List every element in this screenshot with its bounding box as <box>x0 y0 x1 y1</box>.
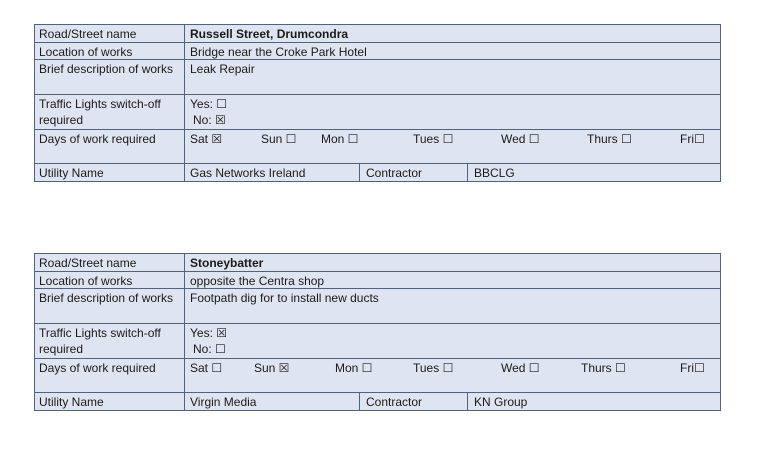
road-value: Stoneybatter <box>190 256 264 270</box>
location-value: opposite the Centra shop <box>190 274 325 288</box>
description-label: Brief description of works <box>35 289 185 323</box>
day-wed: Wed ☐ <box>501 132 540 146</box>
contractor-value: KN Group <box>474 395 528 409</box>
traffic-yes: Yes: ☐ <box>190 97 228 111</box>
day-wed: Wed ☐ <box>501 361 540 375</box>
day-sun: Sun ☐ <box>261 132 297 146</box>
day-sat: Sat ☒ <box>190 132 223 146</box>
location-label: Location of works <box>35 272 185 288</box>
road-label: Road/Street name <box>35 254 185 271</box>
traffic-value <box>185 324 720 358</box>
road-label: Road/Street name <box>35 25 185 42</box>
traffic-row <box>35 323 720 358</box>
days-label: Days of work required <box>35 130 185 163</box>
traffic-no: No: ☐ <box>193 342 226 356</box>
utility-row <box>35 163 720 181</box>
day-fri: Fri☐ <box>680 361 705 375</box>
utility-cells <box>185 393 720 410</box>
day-sat: Sat ☐ <box>190 361 223 375</box>
day-mon: Mon ☐ <box>321 132 359 146</box>
utility-value: Virgin Media <box>185 393 360 410</box>
contractor-label: Contractor <box>360 393 468 410</box>
traffic-row <box>35 94 720 129</box>
description-row <box>35 288 720 323</box>
works-table-1 <box>34 24 721 182</box>
day-fri: Fri☐ <box>680 132 705 146</box>
road-row <box>35 25 720 42</box>
traffic-yes: Yes: ☒ <box>190 326 228 340</box>
traffic-label: Traffic Lights switch-off required <box>35 324 185 358</box>
location-row <box>35 271 720 288</box>
contractor-value: BBCLG <box>474 166 515 180</box>
description-label: Brief description of works <box>35 60 185 94</box>
works-table-2 <box>34 253 721 411</box>
utility-label: Utility Name <box>35 393 185 410</box>
location-value: Bridge near the Croke Park Hotel <box>190 45 367 59</box>
contractor-label: Contractor <box>360 164 468 181</box>
day-tues: Tues ☐ <box>413 361 454 375</box>
road-row <box>35 254 720 271</box>
utility-value: Gas Networks Ireland <box>185 164 360 181</box>
description-value: Leak Repair <box>190 62 255 76</box>
traffic-label: Traffic Lights switch-off required <box>35 95 185 129</box>
utility-row <box>35 392 720 410</box>
road-value: Russell Street, Drumcondra <box>190 27 349 41</box>
location-row <box>35 42 720 59</box>
days-label: Days of work required <box>35 359 185 392</box>
day-thurs: Thurs ☐ <box>581 361 626 375</box>
traffic-no: No: ☒ <box>193 113 226 127</box>
days-row <box>35 129 720 163</box>
description-row <box>35 59 720 94</box>
days-value <box>185 359 720 392</box>
utility-label: Utility Name <box>35 164 185 181</box>
traffic-value <box>185 95 720 129</box>
description-value: Footpath dig for to install new ducts <box>190 291 379 305</box>
day-thurs: Thurs ☐ <box>587 132 632 146</box>
location-label: Location of works <box>35 43 185 59</box>
utility-cells <box>185 164 720 181</box>
days-value <box>185 130 720 163</box>
day-tues: Tues ☐ <box>413 132 454 146</box>
day-mon: Mon ☐ <box>335 361 373 375</box>
day-sun: Sun ☒ <box>254 361 290 375</box>
days-row <box>35 358 720 392</box>
